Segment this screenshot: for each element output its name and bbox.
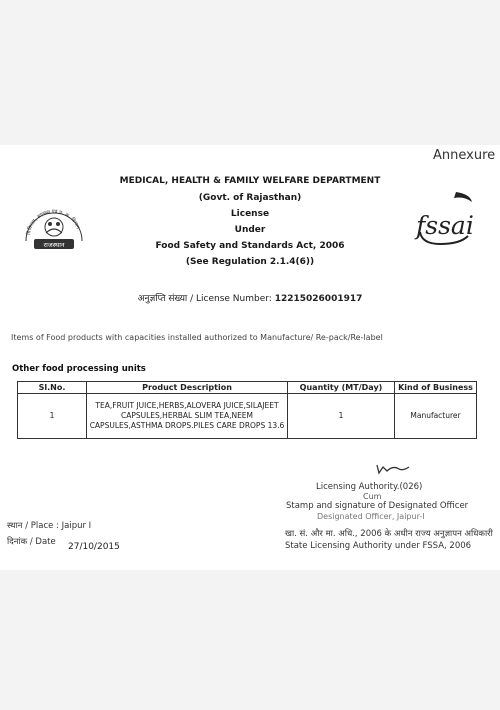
col-header-slno: Sl.No. xyxy=(18,382,87,394)
date-label: दिनांक / Date xyxy=(7,537,56,547)
department-title: MEDICAL, HEALTH & FAMILY WELFARE DEPARTMENT xyxy=(119,176,381,186)
govt-line: (Govt. of Rajasthan) xyxy=(198,193,302,203)
cell-description: TEA,FRUIT JUICE,HERBS,ALOVERA JUICE,SILAJEET CAPSULES,HERBAL SLIM TEA,NEEM CAPSULES,ASTHMA DROPS.PILES CARE DROPS 13.6 xyxy=(87,394,288,439)
stamp-signature-line: Stamp and signature of Designated Officer xyxy=(286,501,469,511)
cell-slno: 1 xyxy=(18,394,87,439)
cell-business: Manufacturer xyxy=(395,394,477,439)
items-description: Items of Food products with capacities installed authorized to Manufacture/ Re-pack/Re-label xyxy=(11,333,383,342)
regulation-line: (See Regulation 2.1.4(6)) xyxy=(185,257,315,267)
products-table xyxy=(17,381,477,439)
license-number-line xyxy=(0,291,500,304)
annexure-label: Annexure xyxy=(433,148,496,163)
seal-label: राजस्थान xyxy=(43,241,65,249)
place-line xyxy=(7,520,91,531)
signature-mark-icon xyxy=(373,459,413,477)
cum-line: Cum xyxy=(363,492,382,501)
col-header-business: Kind of Business xyxy=(395,382,477,394)
table-header-row xyxy=(18,382,477,394)
seal-top-text: चिकित्सा, स्वास्थ्य एवं प. क. विभाग xyxy=(26,208,81,236)
cell-quantity: 1 xyxy=(288,394,395,439)
license-number-label: अनुज्ञप्ति संख्या / License Number: xyxy=(137,294,272,304)
table-row xyxy=(18,394,477,439)
col-header-quantity: Quantity (MT/Day) xyxy=(288,382,395,394)
state-authority-line: State Licensing Authority under FSSA, 2006 xyxy=(285,541,472,551)
date-value: 27/10/2015 xyxy=(68,542,120,552)
hindi-authority-line: खा. सं. और मा. अधि., 2006 के अधीन राज्य अनुज्ञापन अधिकारी xyxy=(285,529,493,539)
designated-officer-line: Designated Officer, Jaipur-I xyxy=(317,512,425,521)
licensing-authority-line: Licensing Authority.(026) xyxy=(316,482,423,492)
license-number: 12215026001917 xyxy=(274,294,363,304)
act-line: Food Safety and Standards Act, 2006 xyxy=(155,241,345,251)
place-value: Jaipur I xyxy=(61,521,92,531)
col-header-description: Product Description xyxy=(87,382,288,394)
fssai-logo-text: fssai xyxy=(416,211,474,240)
license-title: License xyxy=(230,209,270,219)
under-line: Under xyxy=(234,225,266,235)
place-label: स्थान / Place : xyxy=(7,521,59,531)
section-title: Other food processing units xyxy=(12,364,146,374)
